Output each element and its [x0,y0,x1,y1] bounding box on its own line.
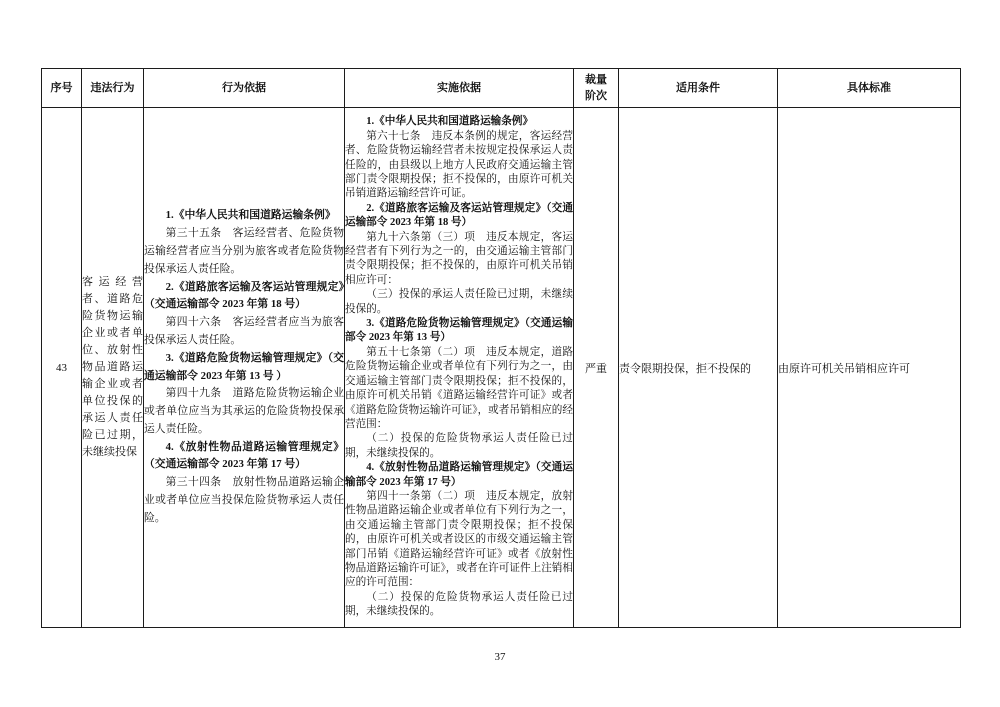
behavior-basis-item [144,279,344,350]
implementation-basis-item [345,202,573,317]
regulation-title: 4.《放射性物品道路运输管理规定》（交通运输部令 2023 年第 17 号） [144,440,344,471]
cell-behavior-basis [144,108,345,628]
page-number: 37 [494,651,506,663]
regulation-title: 3.《道路危险货物运输管理规定》（交通运输部令 2023 年第 13 号） [345,318,573,344]
regulation-clause: （二）投保的危险货物承运人责任险已过期，未继续投保的。 [345,433,573,459]
violation-text: 客运经营者、道路危险货物运输企业或者单位、放射性物品道路运输企业或者单位投保的承运人责任险已过期，未继续投保 [82,276,143,458]
implementation-basis-item [345,461,573,619]
implementation-basis-item [345,317,573,461]
behavior-basis-item [144,350,344,439]
discretion-standard-table [41,68,961,628]
cell-implementation-basis [345,108,574,628]
cell-seq: 43 [42,108,82,628]
regulation-title: 2.《道路旅客运输及客运站管理规定》（交通运输部令 2023 年第 18 号） [345,202,573,229]
regulation-title: 2.《道路旅客运输及客运站管理规定》（交通运输部令 2023 年第 18 号） [144,280,344,311]
regulation-article: 第四十六条 客运经营者应当为旅客投保承运人责任险。 [144,316,344,346]
regulation-article: 第四十一条第（二）项 违反本规定，放射性物品道路运输企业或者单位有下列行为之一，由交通运输主管部门责令限期投保；拒不投保的，由原许可机关或者设区的市级交通运输主管部门吊销《道路运输经营许可证》或者《放射性物品道路运输许可证》，或者在许可证件上注销相应的许可范围： [345,490,573,589]
regulation-title: 3.《道路危险货物运输管理规定》（交通运输部令 2023 年第 13 号 ） [144,351,344,382]
implementation-basis-item [345,115,573,201]
table-row [42,108,961,628]
header-specific-standard: 具体标准 [778,69,961,108]
cell-specific-standard: 由原许可机关吊销相应许可 [778,108,961,628]
header-seq: 序号 [42,69,82,108]
regulation-article: 第九十六条第（三）项 违反本规定，客运经营者有下列行为之一的，由交通运输主管部门责令限期投保；拒不投保的，由原许可机关吊销相应许可： [345,231,573,286]
regulation-title: 1.《中华人民共和国道路运输条例》 [165,209,336,222]
header-applicable-condition: 适用条件 [619,69,778,108]
regulation-title: 1.《中华人民共和国道路运输条例》 [366,116,534,128]
table-header-row [42,69,961,108]
header-behavior-basis: 行为依据 [144,69,345,108]
cell-applicable-condition: 责令限期投保，拒不投保的 [619,108,778,628]
header-discretion-level: 裁量阶次 [574,69,619,108]
regulation-clause: （三）投保的承运人责任险已过期，未继续投保的。 [345,289,573,315]
regulation-article: 第三十五条 客运经营者、危险货物运输经营者应当分别为旅客或者危险货物投保承运人责任险。 [144,227,344,275]
cell-violation [82,108,144,628]
header-implementation-basis: 实施依据 [345,69,574,108]
regulation-title: 4.《放射性物品道路运输管理规定》（交通运输部令 2023 年第 17 号） [345,462,573,488]
header-violation: 违法行为 [82,69,144,108]
regulation-article: 第四十九条 道路危险货物运输企业或者单位应当为其承运的危险货物投保承运人责任险。 [144,387,344,435]
behavior-basis-item [144,439,344,528]
cell-discretion-level: 严重 [574,108,619,628]
regulation-article: 第三十四条 放射性物品道路运输企业或者单位应当投保危险货物承运人责任险。 [144,476,344,524]
regulation-article: 第六十七条 违反本条例的规定，客运经营者、危险货物运输经营者未按规定投保承运人责任险的，由县级以上地方人民政府交通运输主管部门责令限期投保；拒不投保的，由原许可机关吊销道路运输经营许可证。 [345,130,573,200]
behavior-basis-item [144,207,344,278]
regulation-clause: （二）投保的危险货物承运人责任险已过期，未继续投保的。 [345,591,573,618]
regulation-article: 第五十七条第（二）项 违反本规定，道路危险货物运输企业或者单位有下列行为之一，由交通运输主管部门责令限期投保；拒不投保的，由原许可机关吊销《道路运输经营许可证》或者《道路危险货物运输许可证》，或者吊销相应的经营范围： [345,346,573,430]
